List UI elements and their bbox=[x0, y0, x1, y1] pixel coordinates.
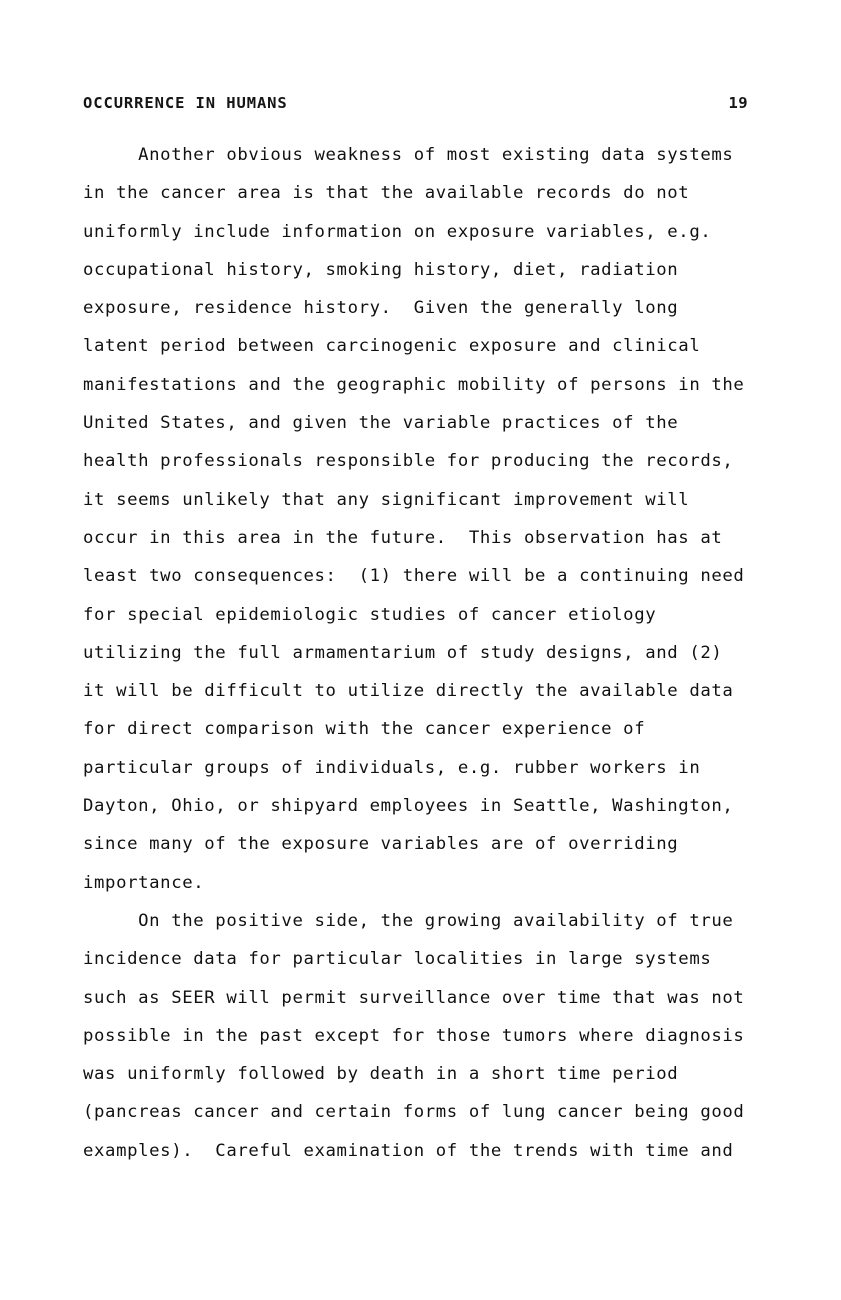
text-line: On the positive side, the growing availability of true bbox=[83, 910, 734, 931]
text-line: in the cancer area is that the available records do not bbox=[83, 183, 690, 204]
text-line: particular groups of individuals, e.g. rubber workers in bbox=[83, 757, 701, 778]
text-line: health professionals responsible for producing the records, bbox=[83, 451, 734, 472]
body-text-block bbox=[83, 136, 783, 1170]
text-line: was uniformly followed by death in a short time period bbox=[83, 1064, 679, 1085]
text-line: manifestations and the geographic mobility of persons in the bbox=[83, 374, 745, 395]
text-line: it will be difficult to utilize directly the available data bbox=[83, 681, 734, 702]
text-line: Dayton, Ohio, or shipyard employees in Seattle, Washington, bbox=[83, 796, 734, 817]
text-line: Another obvious weakness of most existing data systems bbox=[83, 145, 734, 165]
text-line: least two consequences: (1) there will be a continuing need bbox=[83, 566, 745, 587]
text-line: latent period between carcinogenic exposure and clinical bbox=[83, 336, 701, 357]
text-line: utilizing the full armamentarium of study designs, and (2) bbox=[83, 642, 723, 663]
text-line: occur in this area in the future. This observation has at bbox=[83, 527, 723, 548]
text-line: exposure, residence history. Given the generally long bbox=[83, 298, 679, 319]
text-line: since many of the exposure variables are of overriding bbox=[83, 834, 679, 855]
text-line: incidence data for particular localities in large systems bbox=[83, 949, 712, 970]
text-line: occupational history, smoking history, diet, radiation bbox=[83, 259, 679, 280]
text-line: possible in the past except for those tumors where diagnosis bbox=[83, 1025, 745, 1046]
text-line: United States, and given the variable practices of the bbox=[83, 413, 679, 434]
page-number: 19 bbox=[728, 94, 748, 112]
text-line: it seems unlikely that any significant improvement will bbox=[83, 489, 690, 510]
running-head-title: OCCURRENCE IN HUMANS bbox=[83, 94, 288, 112]
text-line: examples). Careful examination of the trends with time and bbox=[83, 1140, 734, 1161]
text-line: for special epidemiologic studies of cancer etiology bbox=[83, 604, 657, 625]
text-line: such as SEER will permit surveillance over time that was not bbox=[83, 987, 745, 1008]
text-line: importance. bbox=[83, 872, 205, 893]
text-line: for direct comparison with the cancer experience of bbox=[83, 719, 646, 740]
text-line: uniformly include information on exposure variables, e.g. bbox=[83, 221, 712, 242]
text-line: (pancreas cancer and certain forms of lung cancer being good bbox=[83, 1102, 745, 1123]
running-head bbox=[83, 93, 748, 113]
